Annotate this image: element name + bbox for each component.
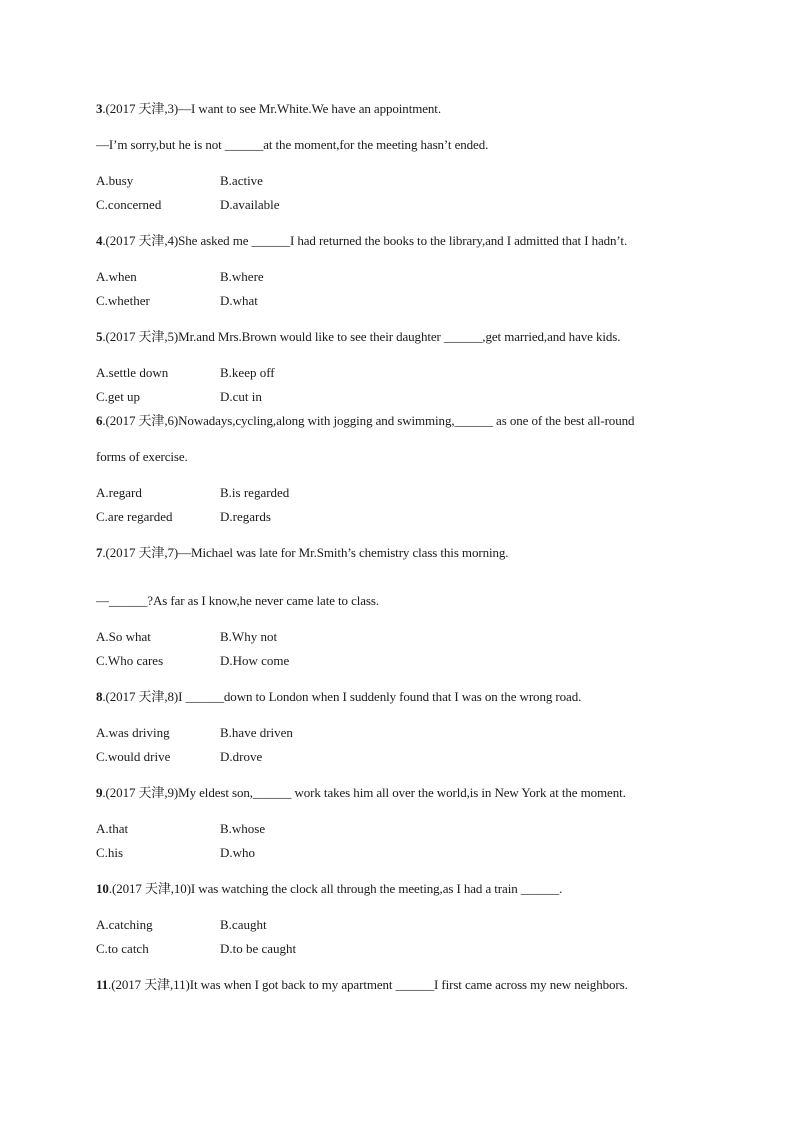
question-6-stem — [96, 413, 634, 429]
question-9-option-b: B.whose — [220, 821, 266, 836]
question-9-option-d: D.who — [220, 845, 256, 860]
question-source: .(2017 天津,10) — [108, 881, 191, 896]
question-7-option-c: C.Who cares — [96, 653, 164, 668]
question-text: —I want to see Mr.White.We have an appointment. — [178, 101, 441, 116]
question-8-option-a: A.was driving — [96, 725, 170, 740]
question-source: .(2017 天津,9) — [102, 785, 179, 800]
question-text: —Michael was late for Mr.Smith’s chemistry class this morning. — [178, 545, 509, 560]
question-text: Nowadays,cycling,along with jogging and swimming,______ as one of the best all-round — [178, 413, 635, 428]
question-source: .(2017 天津,7) — [102, 545, 179, 560]
question-9-option-a: A.that — [96, 821, 129, 836]
question-text: My eldest son,______ work takes him all over the world,is in New York at the moment. — [178, 785, 626, 800]
question-number: 4 — [96, 233, 103, 248]
question-4-stem — [96, 233, 627, 249]
question-source: .(2017 天津,3) — [102, 101, 179, 116]
question-source: .(2017 天津,4) — [102, 233, 179, 248]
question-7-stem — [96, 545, 508, 561]
question-source: .(2017 天津,6) — [102, 413, 179, 428]
question-3-option-a: A.busy — [96, 173, 134, 188]
question-11-stem — [96, 977, 628, 993]
question-number: 11 — [96, 977, 109, 992]
question-3-stem — [96, 101, 441, 117]
question-4-option-b: B.where — [220, 269, 264, 284]
question-source: .(2017 天津,5) — [102, 329, 179, 344]
question-5-option-c: C.get up — [96, 389, 141, 404]
question-text: I was watching the clock all through the meeting,as I had a train ______. — [190, 881, 563, 896]
question-3-option-b: B.active — [220, 173, 263, 188]
question-8-stem — [96, 689, 581, 705]
question-source: .(2017 天津,11) — [108, 977, 190, 992]
question-4-option-c: C.whether — [96, 293, 150, 308]
question-7-option-a: A.So what — [96, 629, 151, 644]
question-source: .(2017 天津,8) — [102, 689, 179, 704]
question-10-option-d: D.to be caught — [220, 941, 297, 956]
question-7-line-2: —______?As far as I know,he never came late to class. — [96, 593, 380, 608]
question-text: I ______down to London when I suddenly found that I was on the wrong road. — [178, 689, 582, 704]
question-6-line-2: forms of exercise. — [96, 449, 188, 464]
question-5-option-a: A.settle down — [96, 365, 169, 380]
question-7-option-b: B.Why not — [220, 629, 278, 644]
question-5-option-b: B.keep off — [220, 365, 275, 380]
question-6-option-b: B.is regarded — [220, 485, 290, 500]
question-number: 10 — [96, 881, 109, 896]
question-3-line-2: —I’m sorry,but he is not ______at the moment,for the meeting hasn’t ended. — [96, 137, 489, 152]
question-10-option-c: C.to catch — [96, 941, 149, 956]
question-text: She asked me ______I had returned the books to the library,and I admitted that I hadn’t. — [178, 233, 628, 248]
question-3-option-d: D.available — [220, 197, 280, 212]
question-9-option-c: C.his — [96, 845, 124, 860]
question-6-option-c: C.are regarded — [96, 509, 173, 524]
question-4-option-d: D.what — [220, 293, 258, 308]
question-number: 5 — [96, 329, 103, 344]
question-8-option-c: C.would drive — [96, 749, 171, 764]
question-number: 9 — [96, 785, 103, 800]
question-10-option-a: A.catching — [96, 917, 153, 932]
question-text: Mr.and Mrs.Brown would like to see their daughter ______,get married,and have kids. — [178, 329, 621, 344]
question-5-stem — [96, 329, 620, 345]
question-number: 7 — [96, 545, 103, 560]
question-7-option-d: D.How come — [220, 653, 290, 668]
question-10-stem — [96, 881, 562, 897]
question-number: 8 — [96, 689, 103, 704]
question-5-option-d: D.cut in — [220, 389, 262, 404]
question-4-option-a: A.when — [96, 269, 137, 284]
question-number: 3 — [96, 101, 103, 116]
question-6-option-a: A.regard — [96, 485, 142, 500]
question-10-option-b: B.caught — [220, 917, 267, 932]
question-8-option-d: D.drove — [220, 749, 263, 764]
question-number: 6 — [96, 413, 103, 428]
question-6-option-d: D.regards — [220, 509, 271, 524]
question-8-option-b: B.have driven — [220, 725, 293, 740]
question-text: It was when I got back to my apartment ______I first came across my new neighbors. — [189, 977, 628, 992]
question-3-option-c: C.concerned — [96, 197, 162, 212]
question-9-stem — [96, 785, 626, 801]
